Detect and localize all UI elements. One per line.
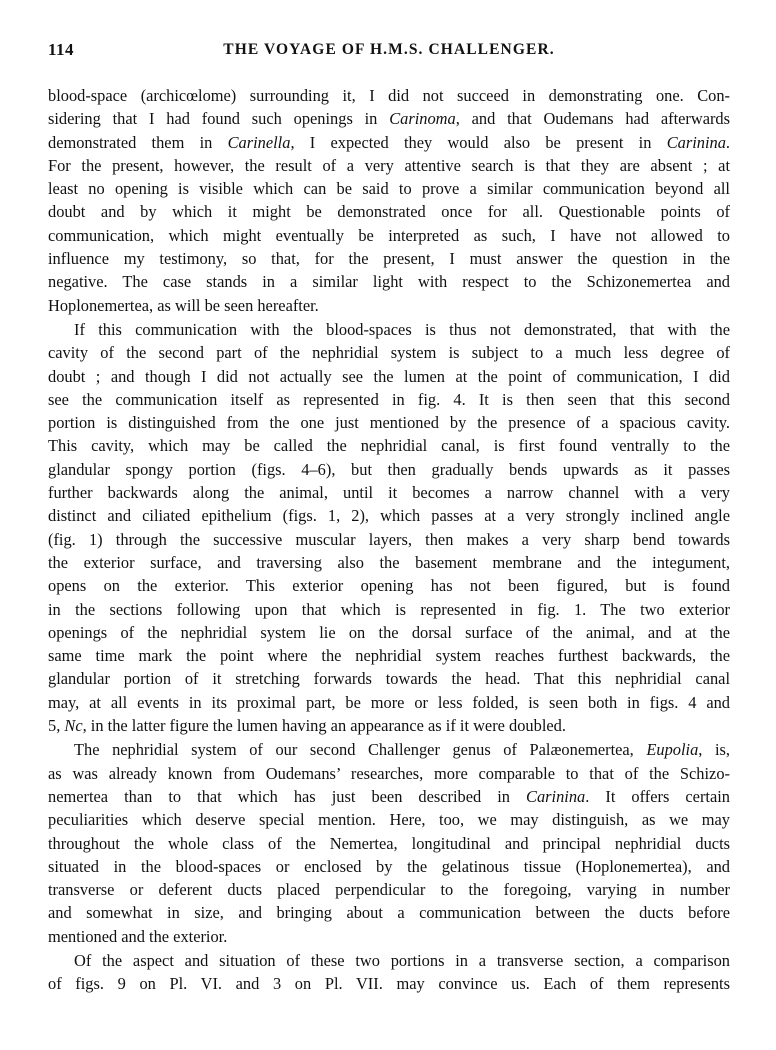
text-line <box>48 598 730 621</box>
text-run: For the present, however, the result of a very attentive search is that they are absent ; at <box>48 155 730 175</box>
text-run: 5, <box>48 716 65 736</box>
text-line <box>48 972 730 995</box>
text-line <box>48 388 730 411</box>
text-run: see the communication itself as represented in fig. 4. It is then seen that this second <box>48 389 730 409</box>
text-run: of figs. 9 on Pl. VI. and 3 on Pl. VII. may convince us. Each of them represents <box>48 974 730 994</box>
text-line <box>48 832 730 855</box>
text-line <box>48 411 730 434</box>
text-run: glandular spongy portion (figs. 4–6), but then gradually bends upwards as it passes <box>48 459 730 479</box>
text-run: cavity of the second part of the nephridial system is subject to a much less degree of <box>48 343 730 363</box>
text-line <box>48 504 730 527</box>
text-run: Hoplonemertea, as will be seen hereafter. <box>48 295 319 315</box>
text-run: doubt ; and though I did not actually see the lumen at the point of communication, I did <box>48 366 730 386</box>
text-line <box>48 551 730 574</box>
text-run: This cavity, which may be called the nephridial canal, is first found ventrally to the <box>48 436 730 456</box>
text-run: in the sections following upon that which is represented in fig. 1. The two exterior <box>48 599 730 619</box>
text-run: If this communication with the blood-spaces is thus not demonstrated, that with the <box>74 319 730 339</box>
text-run: situated in the blood-spaces or enclosed by the gelatinous tissue (Hoplonemertea), and <box>48 856 730 876</box>
text-run: further backwards along the animal, until it becomes a narrow channel with a very <box>48 483 730 503</box>
text-run: , I expected they would also be present in <box>290 132 667 152</box>
text-line <box>48 294 730 317</box>
text-run: demonstrated them in <box>48 132 228 152</box>
text-run: , in the latter figure the lumen having an appearance as if it were doubled. <box>82 716 566 736</box>
text-run: glandular portion of it stretching forwards towards the head. That this nephridial canal <box>48 669 730 689</box>
text-run: . <box>725 132 730 152</box>
text-run: same time mark the point where the nephridial system reaches furthest backwards, the <box>48 646 730 666</box>
text-run: nemertea than to that which has just been described in <box>48 786 527 806</box>
italic-term: Carinina <box>666 132 726 152</box>
text-run: the exterior surface, and traversing also the basement membrane and the integument, <box>48 552 730 572</box>
text-line <box>48 224 730 247</box>
page-header <box>48 40 730 62</box>
text-line <box>48 762 730 785</box>
text-line <box>48 247 730 270</box>
text-run: mentioned and the exterior. <box>48 926 228 946</box>
text-line <box>48 365 730 388</box>
text-line <box>48 458 730 481</box>
text-run: communication, which might eventually be interpreted as such, I have not allowed to <box>48 225 730 245</box>
italic-term: Nc <box>64 716 83 736</box>
text-line <box>48 878 730 901</box>
text-line <box>48 341 730 364</box>
body-text <box>48 84 730 996</box>
text-line <box>48 691 730 714</box>
text-run: The nephridial system of our second Challenger genus of Palæonemertea, <box>74 740 647 760</box>
text-line <box>48 574 730 597</box>
text-line <box>48 621 730 644</box>
page-number: 114 <box>48 40 75 59</box>
text-line <box>48 107 730 130</box>
text-line <box>48 270 730 293</box>
text-line <box>48 177 730 200</box>
paragraph <box>48 318 730 737</box>
text-line <box>48 481 730 504</box>
text-line <box>48 667 730 690</box>
text-run: transverse or deferent ducts placed perpendicular to the foregoing, varying in number <box>48 880 730 900</box>
text-run: (fig. 1) through the successive muscular layers, then makes a very sharp bend towards <box>48 529 730 549</box>
text-run: doubt and by which it might be demonstrated once for all. Questionable points of <box>48 202 730 222</box>
text-run: , is, <box>698 740 730 760</box>
paragraph <box>48 949 730 996</box>
text-line <box>48 528 730 551</box>
text-run: blood-space (archicœlome) surrounding it, I did not succeed in demonstrating one. Con- <box>48 86 730 105</box>
text-line <box>48 808 730 831</box>
text-run: throughout the whole class of the Nemertea, longitudinal and principal nephridial ducts <box>48 833 730 853</box>
text-run: sidering that I had found such openings in <box>48 109 390 129</box>
text-run: openings of the nephridial system lie on the dorsal surface of the animal, and at the <box>48 622 730 642</box>
text-line <box>48 131 730 154</box>
text-run: peculiarities which deserve special mention. Here, too, we may distinguish, as we may <box>48 810 730 830</box>
italic-term: Carinoma <box>389 109 456 129</box>
text-line <box>48 644 730 667</box>
text-line <box>48 949 730 972</box>
text-line <box>48 855 730 878</box>
text-line <box>48 714 730 737</box>
text-run: and somewhat in size, and bringing about a communication between the ducts before <box>48 903 730 923</box>
paragraph <box>48 738 730 948</box>
text-run: portion is distinguished from the one just mentioned by the presence of a spacious cavity. <box>48 413 730 433</box>
text-run: least no opening is visible which can be said to prove a similar communication beyond all <box>48 179 730 199</box>
text-run: distinct and ciliated epithelium (figs. 1, 2), which passes at a very strongly inclined angle <box>48 506 730 526</box>
text-line <box>48 200 730 223</box>
text-line <box>48 901 730 924</box>
text-run: , and that Oudemans had afterwards <box>455 109 730 129</box>
running-head: THE VOYAGE OF H.M.S. CHALLENGER. <box>223 41 555 58</box>
text-line <box>48 925 730 948</box>
text-line <box>48 738 730 761</box>
paragraph <box>48 84 730 317</box>
text-run: . It offers certain <box>585 786 730 806</box>
italic-term: Carinella <box>227 132 291 152</box>
text-run: Of the aspect and situation of these two portions in a transverse section, a comparison <box>74 950 730 970</box>
text-run: may, at all events in its proximal part, be more or less folded, is seen both in figs. 4 and <box>48 692 730 712</box>
text-run: as was already known from Oudemans’ researches, more comparable to that of the Schizo- <box>48 763 730 783</box>
text-line <box>48 434 730 457</box>
italic-term: Carinina <box>526 786 586 806</box>
text-line <box>48 154 730 177</box>
text-line <box>48 84 730 107</box>
text-line <box>48 318 730 341</box>
text-line <box>48 785 730 808</box>
text-run: negative. The case stands in a similar light with respect to the Schizonemertea and <box>48 272 730 292</box>
italic-term: Eupolia <box>646 740 699 760</box>
text-run: influence my testimony, so that, for the present, I must answer the question in the <box>48 249 730 269</box>
text-run: opens on the exterior. This exterior opening has not been figured, but is found <box>48 576 730 596</box>
